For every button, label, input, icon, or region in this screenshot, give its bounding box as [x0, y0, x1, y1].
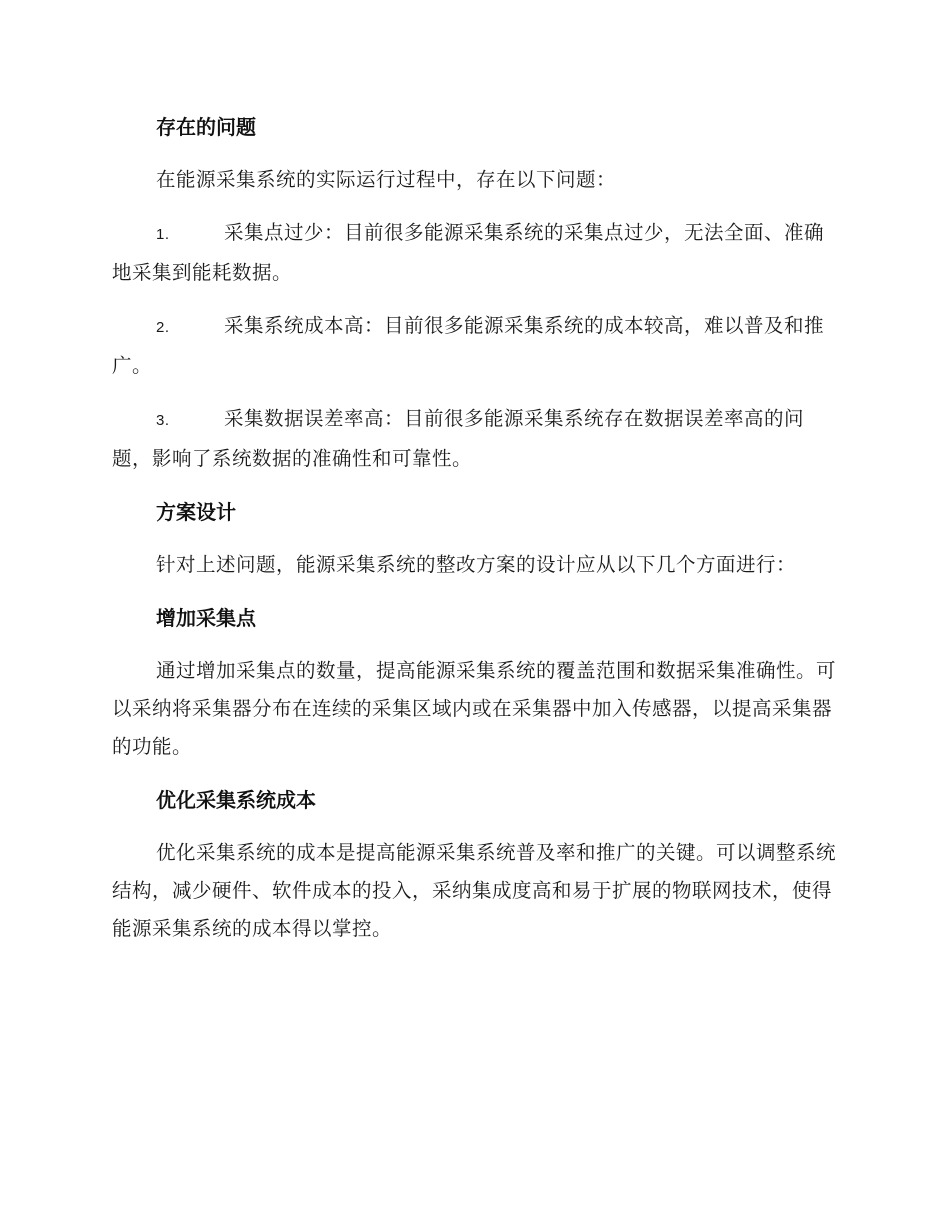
list-number: 1. — [156, 226, 170, 243]
section-heading-optimize-cost: 优化采集系统成本 — [156, 788, 316, 812]
problems-intro: 在能源采集系统的实际运行过程中，存在以下问题： — [156, 168, 617, 191]
list-item-text: 采集点过少：目前很多能源采集系统的采集点过少，无法全面、准确地采集到能耗数据。 — [112, 221, 825, 284]
list-item-text: 采集系统成本高：目前很多能源采集系统的成本较高，难以普及和推广。 — [112, 314, 825, 377]
problem-item-2 — [112, 307, 836, 385]
design-intro: 针对上述问题，能源采集系统的整改方案的设计应从以下几个方面进行： — [156, 553, 797, 576]
list-number: 3. — [156, 412, 170, 429]
list-number: 2. — [156, 319, 170, 336]
section-heading-add-points: 增加采集点 — [156, 606, 256, 630]
list-item-text: 采集数据误差率高：目前很多能源采集系统存在数据误差率高的问题，影响了系统数据的准确性和可靠性。 — [112, 407, 805, 470]
problem-item-1 — [112, 214, 836, 292]
section-heading-design: 方案设计 — [156, 500, 236, 524]
section-heading-problems: 存在的问题 — [156, 115, 256, 139]
add-points-body: 通过增加采集点的数量，提高能源采集系统的覆盖范围和数据采集准确性。可以采纳将采集器分布在连续的采集区域内或在采集器中加入传感器，以提高采集器的功能。 — [112, 659, 837, 758]
problem-item-3 — [112, 400, 836, 478]
optimize-cost-body: 优化采集系统的成本是提高能源采集系统普及率和推广的关键。可以调整系统结构，减少硬件、软件成本的投入，采纳集成度高和易于扩展的物联网技术，使得能源采集系统的成本得以掌控。 — [112, 841, 837, 940]
document-body — [112, 108, 836, 963]
